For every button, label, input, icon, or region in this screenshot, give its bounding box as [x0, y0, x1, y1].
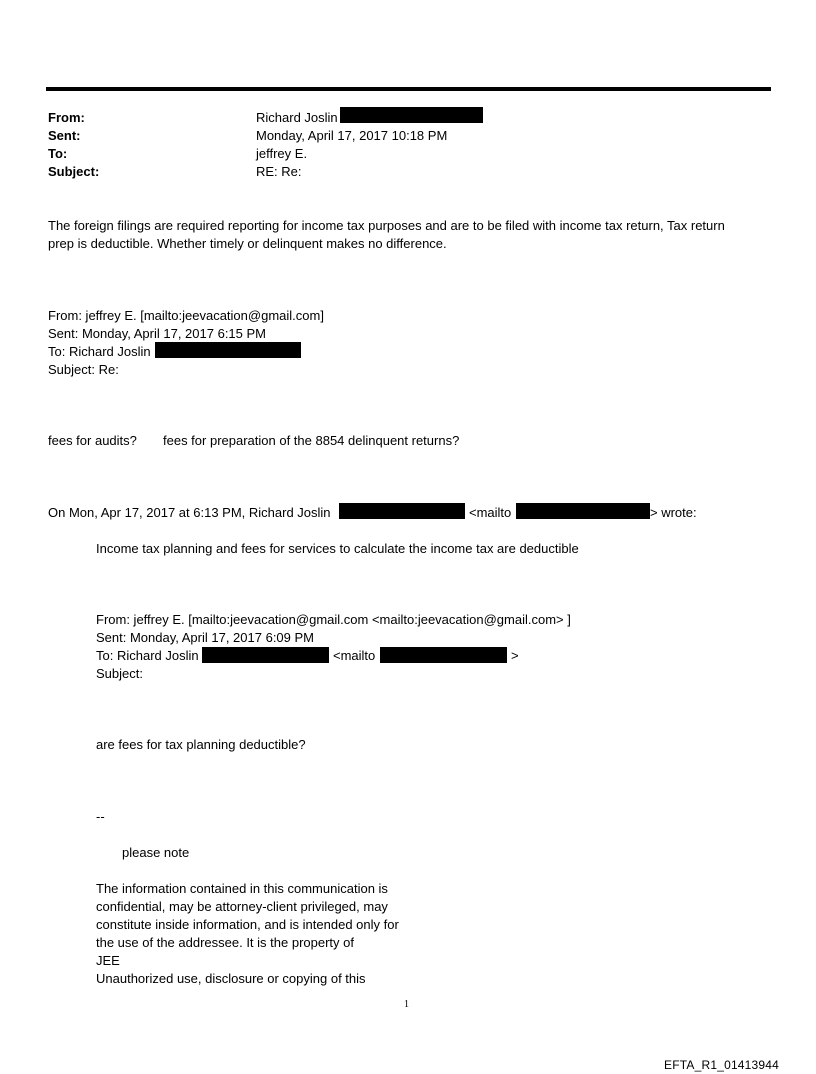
quoted2-to-end: >: [511, 648, 519, 663]
please-note: please note: [122, 845, 190, 860]
disclaimer-line: confidential, may be attorney-client privileged, may: [96, 899, 388, 914]
redaction-block: [380, 647, 507, 663]
document-id-footer: EFTA_R1_01413944: [664, 1058, 780, 1072]
quoted2-body: Income tax planning and fees for services to calculate the income tax are deductible: [96, 541, 579, 556]
quoted2-to-mailto: <mailto: [333, 648, 376, 663]
subject-label: Subject:: [48, 164, 100, 179]
page-number: 1: [404, 999, 409, 1010]
to-label: To:: [48, 146, 68, 161]
wrote-line-mailto: <mailto: [469, 505, 512, 520]
redaction-block: [339, 503, 465, 519]
disclaimer-line: JEE: [96, 953, 120, 968]
quoted-message-part1: fees for audits?: [48, 433, 137, 448]
quoted-sent: Sent: Monday, April 17, 2017 6:15 PM: [48, 326, 267, 341]
from-label: From:: [48, 110, 85, 125]
sent-label: Sent:: [48, 128, 81, 143]
signature-dash: --: [96, 809, 105, 824]
redaction-block: [516, 503, 650, 519]
quoted2-sent: Sent: Monday, April 17, 2017 6:09 PM: [96, 630, 315, 645]
quoted2-subject: Subject:: [96, 666, 143, 681]
quoted2-question: are fees for tax planning deductible?: [96, 737, 306, 752]
sent-value: Monday, April 17, 2017 10:18 PM: [256, 128, 448, 143]
quoted2-to: To: Richard Joslin: [96, 648, 199, 663]
header-rule: [46, 87, 771, 91]
disclaimer-line: Unauthorized use, disclosure or copying of this: [96, 971, 366, 986]
quoted2-from: From: jeffrey E. [mailto:jeevacation@gmail.com <mailto:jeevacation@gmail.com> ]: [96, 612, 571, 627]
disclaimer-line: the use of the addressee. It is the property of: [96, 935, 354, 950]
quoted-subject: Subject: Re:: [48, 362, 119, 377]
quoted-to: To: Richard Joslin: [48, 344, 151, 359]
quoted-message-part2: fees for preparation of the 8854 delinquent returns?: [163, 433, 460, 448]
to-value: jeffrey E.: [256, 146, 308, 161]
body-line-1: The foreign filings are required reporting for income tax purposes and are to be filed with income tax return, Tax return: [48, 218, 725, 233]
disclaimer-line: constitute inside information, and is intended only for: [96, 917, 399, 932]
redaction-block: [340, 107, 483, 123]
disclaimer-line: The information contained in this communication is: [96, 881, 388, 896]
body-line-2: prep is deductible. Whether timely or delinquent makes no difference.: [48, 236, 447, 251]
wrote-line-start: On Mon, Apr 17, 2017 at 6:13 PM, Richard Joslin: [48, 505, 331, 520]
subject-value: RE: Re:: [256, 164, 302, 179]
quoted-from: From: jeffrey E. [mailto:jeevacation@gmail.com]: [48, 308, 324, 323]
redaction-block: [202, 647, 329, 663]
redaction-block: [155, 342, 301, 358]
wrote-line-end: > wrote:: [650, 505, 697, 520]
from-value: Richard Joslin: [256, 110, 338, 125]
